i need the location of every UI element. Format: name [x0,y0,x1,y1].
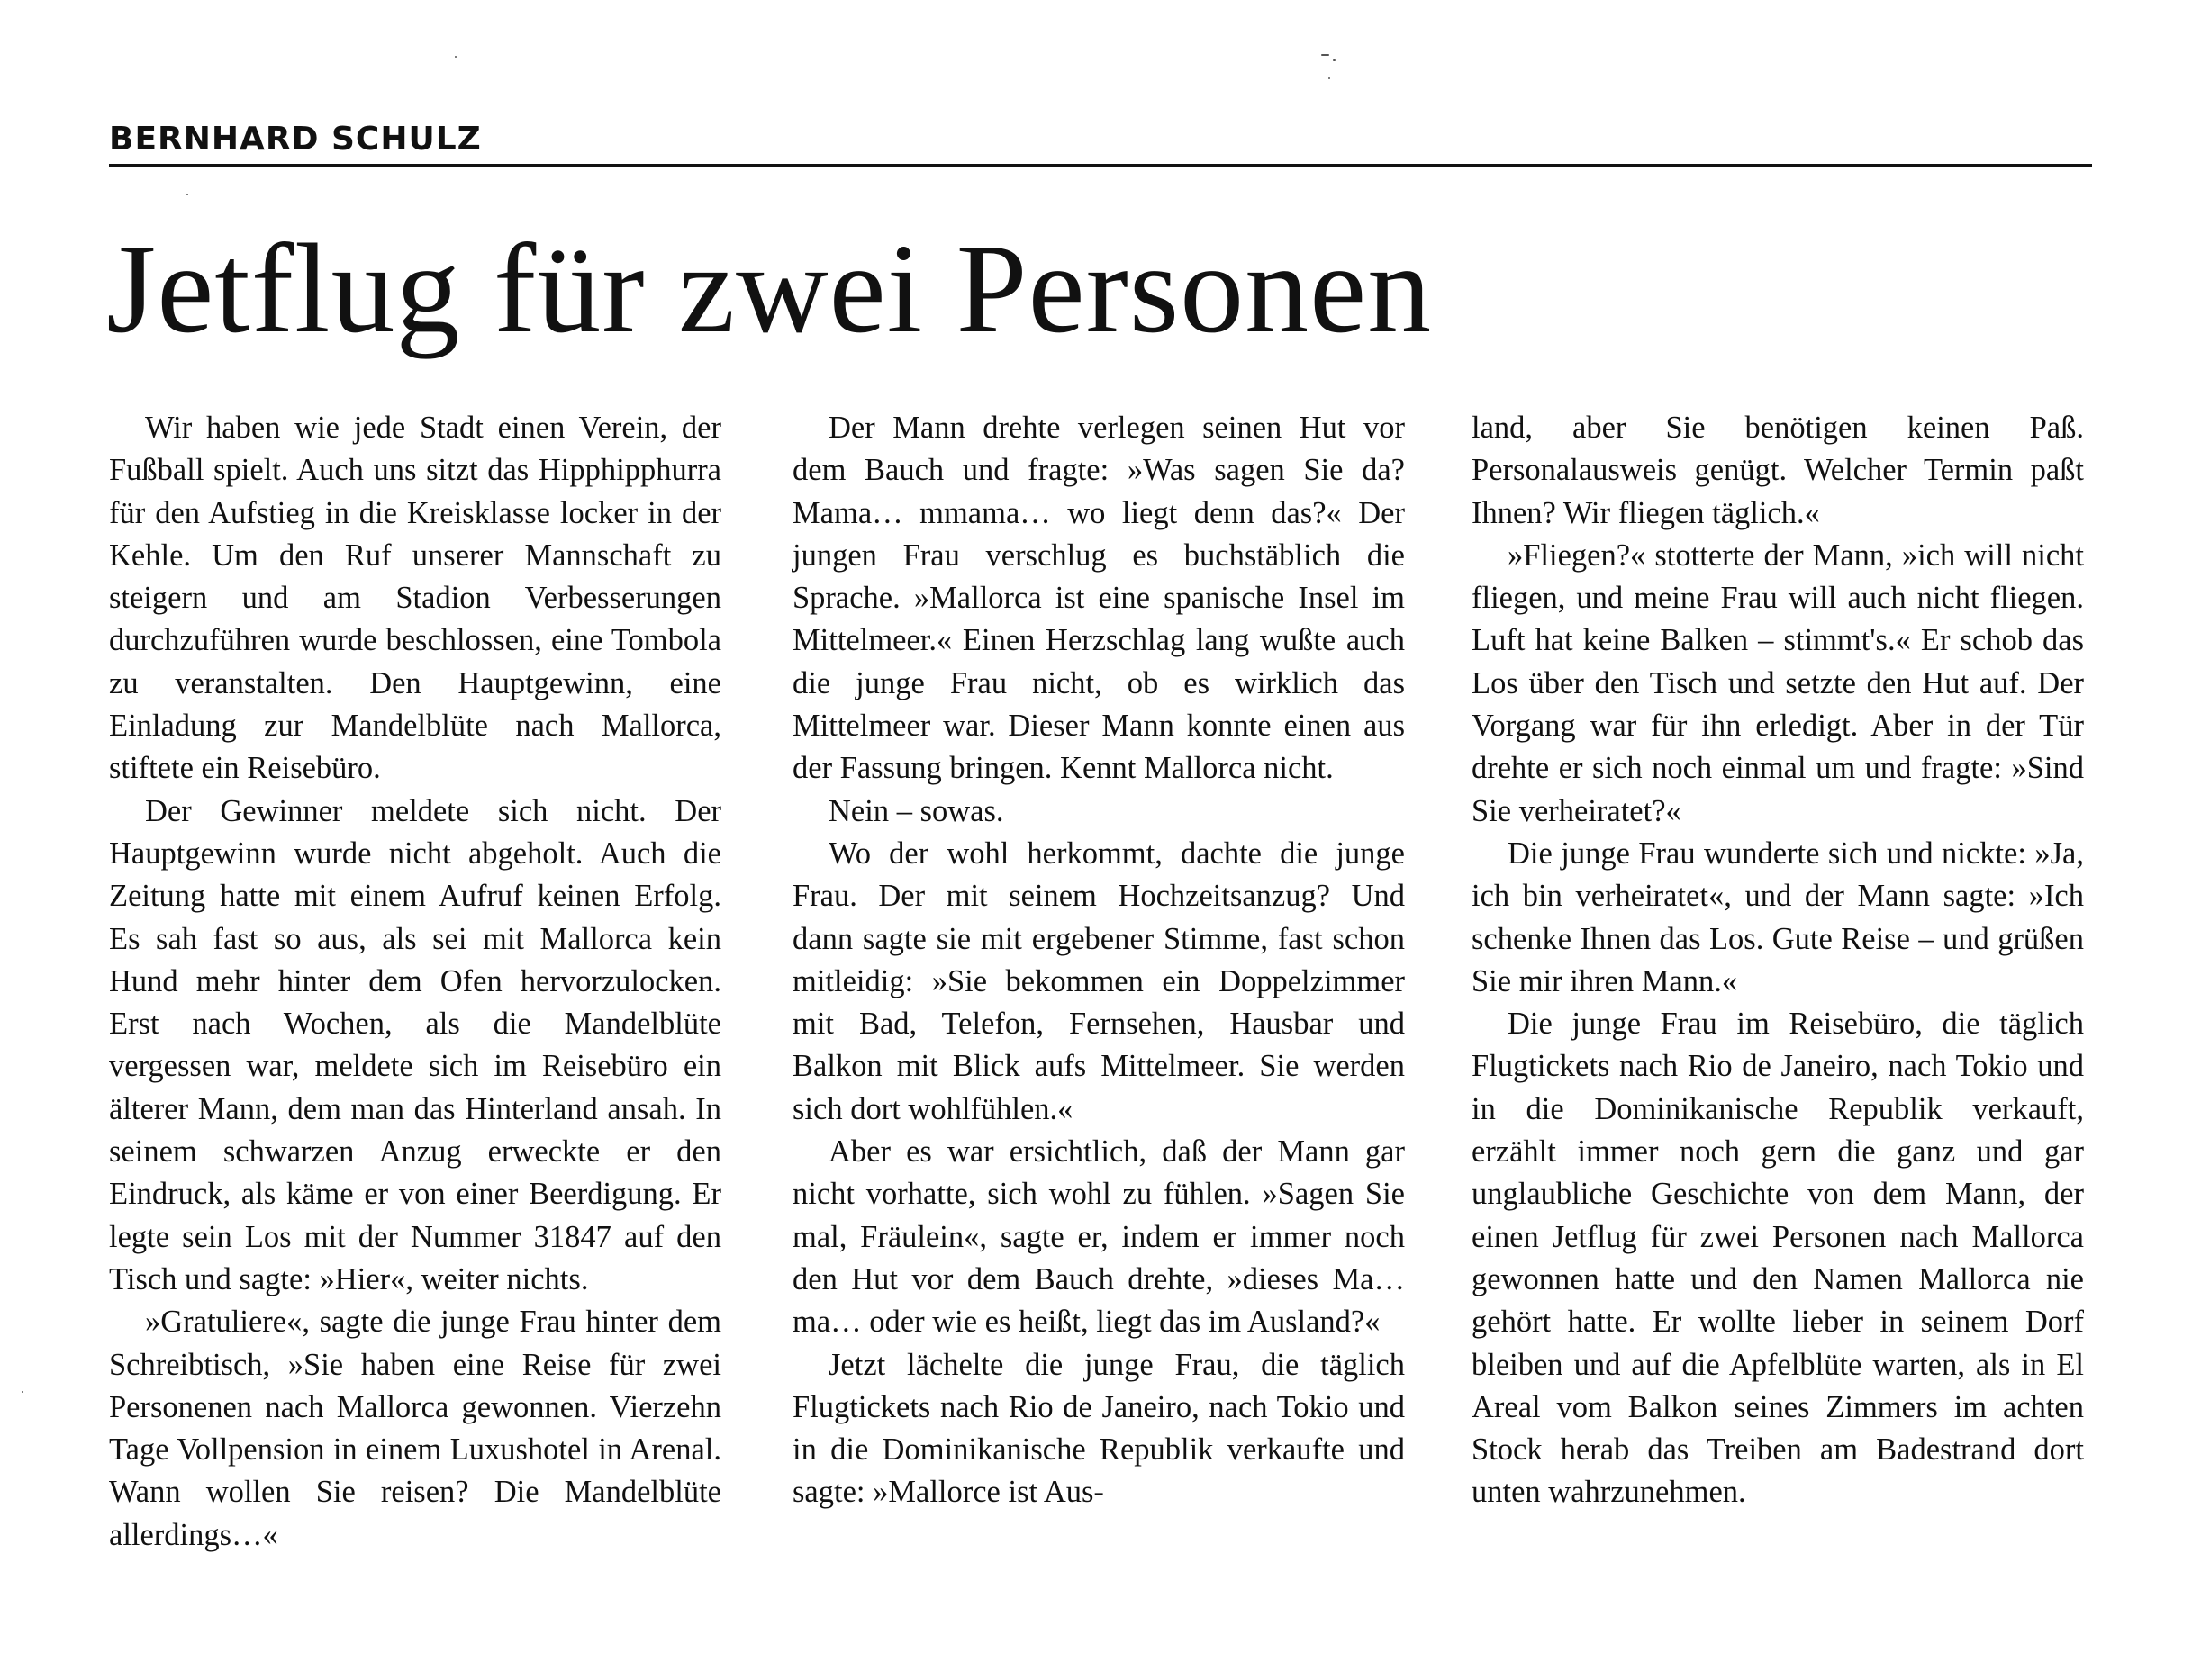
print-speck [1328,77,1330,79]
print-speck [1333,59,1336,61]
article-column-1 [109,407,721,1557]
print-speck [22,1391,23,1393]
byline-rule [109,164,2092,167]
article-paragraph: Jetzt lächelte die junge Frau, die täglich Flugtickets nach Rio de Janeiro, nach Tokio und in die Dominikanische Republik verkaufte und sagte: »Mallorce ist Aus- [793,1347,1405,1510]
print-speck [186,194,188,195]
author-byline: BERNHARD SCHULZ [109,121,482,158]
article-paragraph: Aber es war ersichtlich, daß der Mann gar nicht vorhatte, sich wohl zu fühlen. »Sagen Sie mal, Fräulein«, sagte er, indem er immer noch den Hut vor dem Bauch drehte, »dieses Ma… ma… oder wie es heißt, liegt das im Ausland?« [793,1134,1405,1340]
print-speck [455,56,457,58]
article-paragraph: Wo der wohl herkommt, dachte die junge Frau. Der mit seinem Hochzeitsanzug? Und dann sagte sie mit ergebener Stimme, fast schon mitleidig: »Sie bekommen ein Doppelzimmer mit Bad, Telefon, Fernsehen, Hausbar und Balkon mit Blick aufs Mittelmeer. Sie werden sich dort wohlfühlen.« [793,835,1405,1126]
article-column-2 [793,407,1405,1514]
article-column-3 [1472,407,2084,1514]
print-speck [1321,54,1329,56]
article-paragraph: Wir haben wie jede Stadt einen Verein, der Fußball spielt. Auch uns sitzt das Hipphipphurra für den Aufstieg in die Kreisklasse locker in der Kehle. Um den Ruf unserer Mannschaft zu steigern und am Stadion Verbesserungen durchzuführen wurde beschlossen, eine Tombola zu veranstalten. Den Hauptgewinn, eine Einladung zur Mandelblüte nach Mallorca, stiftete ein Reisebüro. [109,411,721,786]
article-paragraph: Nein – sowas. [829,793,1004,828]
article-paragraph-continued: land, aber Sie benötigen keinen Paß. Personalausweis genügt. Welcher Termin paßt Ihnen? Wir fliegen täglich.« [1472,411,2084,530]
article-paragraph: »Gratuliere«, sagte die junge Frau hinter dem Schreibtisch, »Sie haben eine Reise für zwei Personenen nach Mallorca gewonnen. Vierzehn Tage Vollpension in einem Luxushotel in Arenal. Wann wollen Sie reisen? Die Mandelblüte allerdings…« [109,1305,721,1552]
article-paragraph: Die junge Frau im Reisebüro, die täglich Flugtickets nach Rio de Janeiro, nach Tokio und in die Dominikanische Republik verkauft, erzählt immer noch gern die ganz und gar unglaubliche Geschichte von dem Mann, der einen Jetflug für zwei Personen nach Mallorca gewonnen hatte und den Namen Mallorca nie gehört hatte. Er wollte lieber in seinem Dorf bleiben und auf die Apfelblüte warten, als in El Areal vom Balkon seines Zimmers im achten Stock herab das Treiben am Badestrand dort unten wahrzunehmen. [1472,1007,2084,1510]
article-paragraph: Die junge Frau wunderte sich und nickte: »Ja, ich bin verheiratet«, und der Mann sagte: »Ich schenke Ihnen das Los. Gute Reise – und grüßen Sie mir ihren Mann.« [1472,835,2084,998]
article-paragraph: Der Mann drehte verlegen seinen Hut vor dem Bauch und fragte: »Was sagen Sie da? Mama… mmama… wo liegt denn das?« Der jungen Frau verschlug es buchstäblich die Sprache. »Mallorca ist eine spanische Insel im Mittelmeer.« Einen Herzschlag lang wußte auch die junge Frau nicht, ob es wirklich das Mittelmeer war. Dieser Mann konnte einen aus der Fassung bringen. Kennt Mallorca nicht. [793,411,1405,786]
article-paragraph: »Fliegen?« stotterte der Mann, »ich will nicht fliegen, und meine Frau will auch nicht fliegen. Luft hat keine Balken – stimmt's.« Er schob das Los über den Tisch und setzte den Hut auf. Der Vorgang war für ihn erledigt. Aber in der Tür drehte er sich noch einmal um und fragte: »Sind Sie verheiratet?« [1472,537,2084,828]
article-paragraph: Der Gewinner meldete sich nicht. Der Hauptgewinn wurde nicht abgeholt. Auch die Zeitung hatte mit einem Aufruf keinen Erfolg. Es sah fast so aus, als sei mit Mallorca kein Hund mehr hinter dem Ofen hervorzulocken. Erst nach Wochen, als die Mandelblüte vergessen war, meldete sich im Reisebüro ein älterer Mann, dem man das Hinterland ansah. In seinem schwarzen Anzug erweckte er den Eindruck, als käme er von einer Beerdigung. Er legte sein Los mit der Nummer 31847 auf den Tisch und sagte: »Hier«, weiter nichts. [109,793,721,1296]
article-headline: Jetflug für zwei Personen [106,217,1433,359]
